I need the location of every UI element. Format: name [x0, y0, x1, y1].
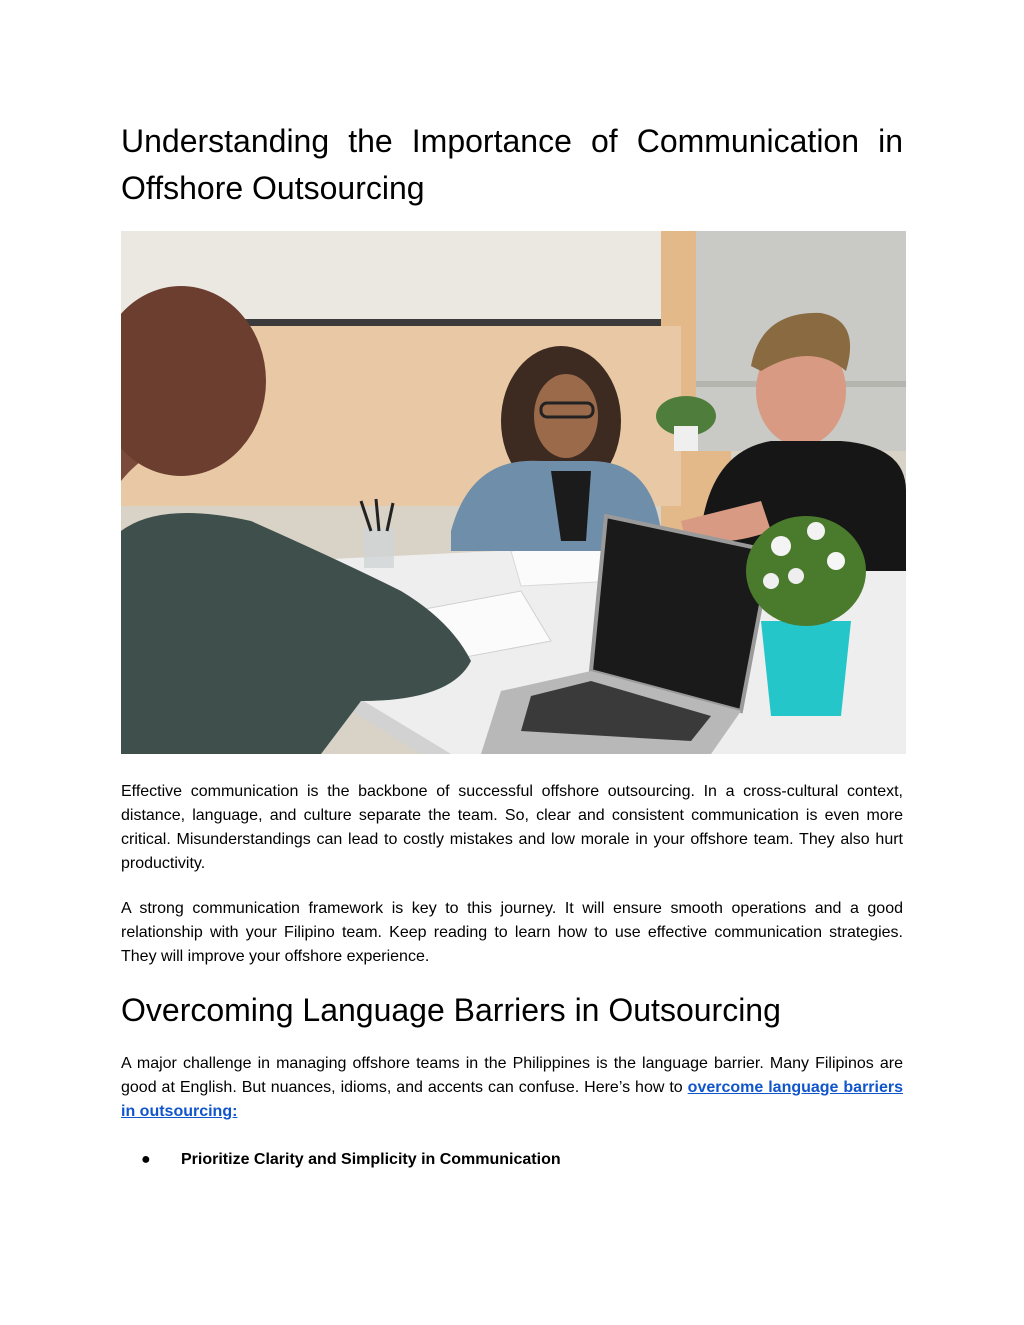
intro-paragraph: Effective communication is the backbone of successful offshore outsourcing. In a cross-cultural context, distance, language, and culture separate the team. So, clear and consistent communication is even more critical. Misunderstandings can lead to costly mistakes and low morale in your offshore team. They also hurt productivity. — [121, 783, 903, 872]
language-barrier-paragraph — [121, 1052, 903, 1124]
page-title: Understanding the Importance of Communication in Offshore Outsourcing — [121, 123, 903, 206]
framework-paragraph: A strong communication framework is key to this journey. It will ensure smooth operations and a good relationship with your Filipino team. Keep reading to learn how to use effective communication strategies. They will improve your offshore experience. — [121, 900, 903, 965]
overcome-language-barriers-link[interactable]: overcome language barriers in outsourcing: — [121, 1079, 904, 1120]
language-barrier-text: A major challenge in managing offshore teams in the Philippines is the language barrier. Many Filipinos are good at English. But nuances, idioms, and accents can confuse. Here’s how to — [121, 1055, 903, 1096]
list-item — [141, 1148, 561, 1172]
bullet-icon: ● — [141, 1151, 151, 1168]
section-heading: Overcoming Language Barriers in Outsourcing — [121, 992, 781, 1028]
office-meeting-photo — [121, 231, 906, 754]
bullet-text: Prioritize Clarity and Simplicity in Communication — [181, 1151, 561, 1168]
